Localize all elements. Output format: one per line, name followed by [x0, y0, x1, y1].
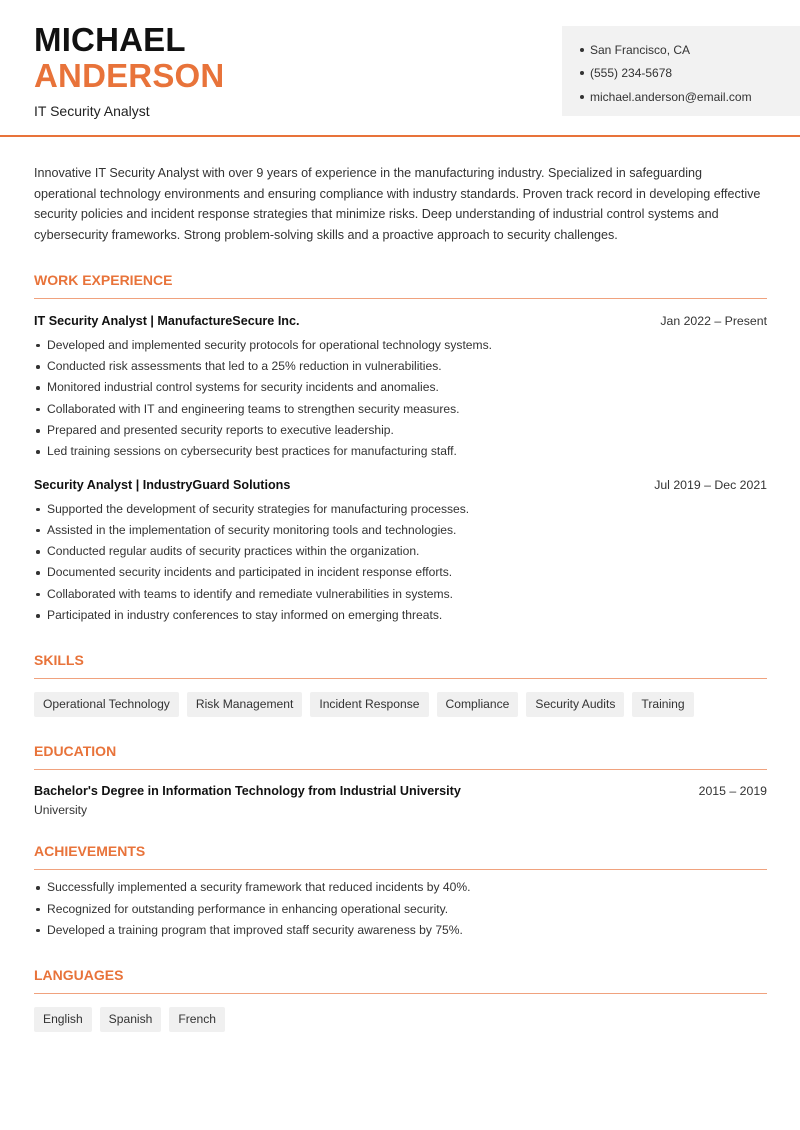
job-role: Security Analyst | IndustryGuard Solutions — [34, 477, 291, 492]
achievement-item: Recognized for outstanding performance in enhancing operational security. — [34, 899, 767, 920]
job-dates: Jan 2022 – Present — [660, 313, 767, 328]
job-role: IT Security Analyst | ManufactureSecure Inc. — [34, 313, 300, 328]
job-bullets — [34, 499, 767, 627]
section-title-achievements: ACHIEVEMENTS — [34, 843, 767, 870]
contact-email — [580, 85, 800, 109]
education-dates: 2015 – 2019 — [698, 784, 767, 799]
contact-location-text: San Francisco, CA — [590, 42, 691, 57]
section-title-languages: LANGUAGES — [34, 967, 767, 994]
first-name: MICHAEL — [34, 21, 186, 58]
achievement-item: Successfully implemented a security framework that reduced incidents by 40%. — [34, 877, 767, 898]
achievements-list — [34, 877, 767, 941]
bullet-icon — [580, 48, 584, 52]
job-entry — [34, 478, 767, 627]
job-bullet: Participated in industry conferences to stay informed on emerging threats. — [34, 605, 767, 626]
skill-tag: Incident Response — [310, 692, 428, 717]
name-block — [34, 22, 224, 119]
job-bullet: Led training sessions on cybersecurity best practices for manufacturing staff. — [34, 441, 767, 462]
job-bullet: Collaborated with IT and engineering teams to strengthen security measures. — [34, 399, 767, 420]
section-title-work: WORK EXPERIENCE — [34, 272, 767, 299]
job-bullets — [34, 335, 767, 463]
contact-phone-text: (555) 234-5678 — [590, 66, 673, 81]
contact-email-text: michael.anderson@email.com — [590, 89, 752, 104]
job-bullet: Conducted risk assessments that led to a 25% reduction in vulnerabilities. — [34, 356, 767, 377]
language-tag: French — [169, 1007, 225, 1032]
last-name: ANDERSON — [34, 57, 225, 94]
contact-phone — [580, 62, 800, 86]
job-bullet: Conducted regular audits of security practices within the organization. — [34, 541, 767, 562]
contact-location — [580, 38, 800, 62]
education-school: University — [34, 803, 88, 818]
summary: Innovative IT Security Analyst with over 9 years of experience in the manufacturing industry. Specialized in safeguarding operational technology environments and ensuring compliance with industry standards. Proven track record in developing effective security policies and incident response strategies that minimize risks. Deep understanding of industrial control systems and cybersecurity frameworks. Strong problem-solving skills and a proactive approach to security challenges. — [34, 166, 761, 243]
skill-tag: Risk Management — [187, 692, 302, 717]
languages-list — [34, 1007, 767, 1032]
language-tag: English — [34, 1007, 92, 1032]
job-bullet: Assisted in the implementation of security monitoring tools and technologies. — [34, 520, 767, 541]
job-bullet: Developed and implemented security protocols for operational technology systems. — [34, 335, 767, 356]
education-degree: Bachelor's Degree in Information Technology from Industrial University — [34, 784, 461, 799]
job-header — [34, 478, 767, 492]
job-bullet: Prepared and presented security reports to executive leadership. — [34, 420, 767, 441]
job-entry — [34, 314, 767, 463]
bullet-icon — [580, 71, 584, 75]
job-bullet: Monitored industrial control systems for security incidents and anomalies. — [34, 377, 767, 398]
contact-box — [562, 26, 800, 116]
job-dates: Jul 2019 – Dec 2021 — [654, 477, 767, 492]
skills-list — [34, 692, 767, 717]
resume-header — [0, 0, 800, 137]
job-bullet: Collaborated with teams to identify and remediate vulnerabilities in systems. — [34, 584, 767, 605]
skill-tag: Compliance — [437, 692, 519, 717]
education-header — [34, 784, 767, 798]
skill-tag: Operational Technology — [34, 692, 179, 717]
language-tag: Spanish — [100, 1007, 162, 1032]
section-title-education: EDUCATION — [34, 743, 767, 770]
skill-tag: Training — [632, 692, 693, 717]
job-bullet: Supported the development of security strategies for manufacturing processes. — [34, 499, 767, 520]
skill-tag: Security Audits — [526, 692, 624, 717]
job-bullet: Documented security incidents and participated in incident response efforts. — [34, 562, 767, 583]
section-title-skills: SKILLS — [34, 652, 767, 679]
resume-body — [34, 163, 767, 1032]
achievement-item: Developed a training program that improved staff security awareness by 75%. — [34, 920, 767, 941]
job-title: IT Security Analyst — [34, 103, 150, 119]
job-header — [34, 314, 767, 328]
bullet-icon — [580, 95, 584, 99]
